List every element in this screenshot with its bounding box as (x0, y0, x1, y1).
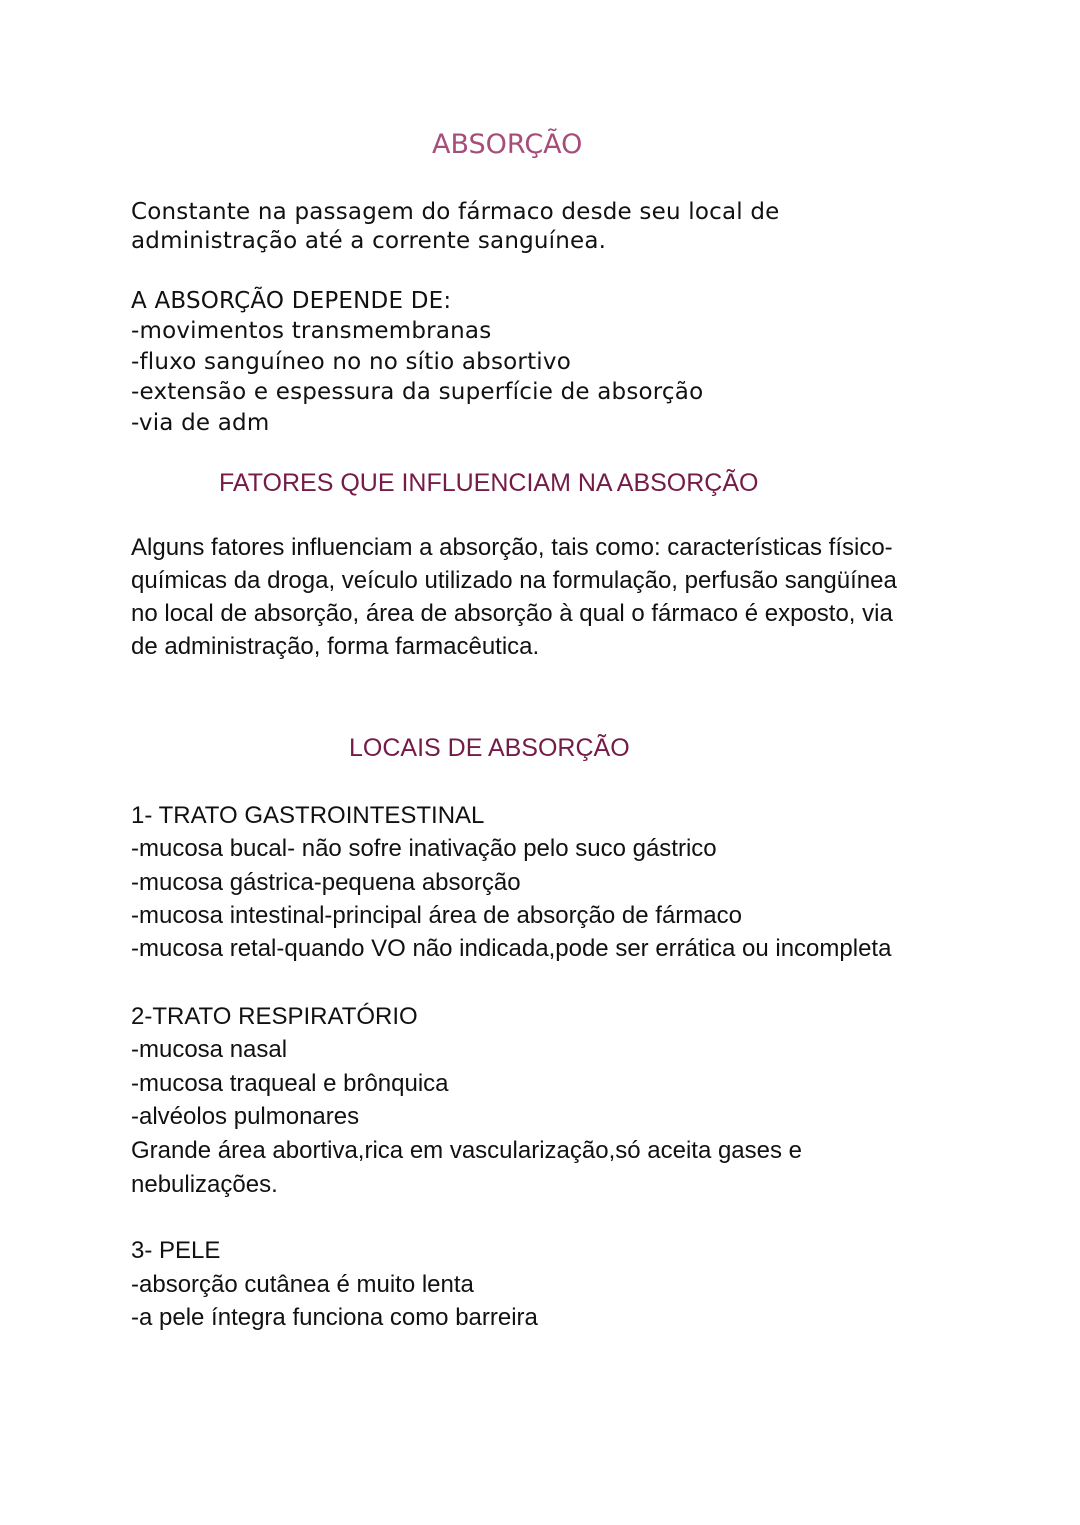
site-line: -mucosa retal-quando VO não indicada,pode ser errática ou incompleta (131, 935, 892, 962)
site-line: -mucosa bucal- não sofre inativação pelo suco gástrico (131, 835, 717, 862)
factors-line: no local de absorção, área de absorção à qual o fármaco é exposto, via (131, 600, 893, 627)
site-line: nebulizações. (131, 1171, 278, 1198)
factors-line: Alguns fatores influenciam a absorção, tais como: características físico- (131, 534, 893, 561)
site-line: -mucosa gástrica-pequena absorção (131, 869, 521, 896)
intro-line: administração até a corrente sanguínea. (131, 228, 607, 254)
site-line: Grande área abortiva,rica em vascularização,só aceita gases e (131, 1137, 803, 1164)
site-line: -mucosa intestinal-principal área de absorção de fármaco (131, 902, 742, 929)
site-line: -alvéolos pulmonares (131, 1103, 360, 1130)
site-line: -mucosa nasal (131, 1036, 288, 1063)
factors-line: de administração, forma farmacêutica. (131, 633, 540, 660)
depends-heading: A ABSORÇÃO DEPENDE DE: (131, 288, 452, 314)
site-line: -mucosa traqueal e brônquica (131, 1070, 449, 1097)
depends-item: -fluxo sanguíneo no no sítio absortivo (131, 349, 571, 375)
factors-heading: FATORES QUE INFLUENCIAM NA ABSORÇÃO (219, 469, 759, 497)
factors-line: químicas da droga, veículo utilizado na formulação, perfusão sangüínea (131, 567, 897, 594)
site-line: 1- TRATO GASTROINTESTINAL (131, 802, 485, 829)
site-line: -a pele íntegra funciona como barreira (131, 1304, 538, 1331)
page-title: ABSORÇÃO (432, 129, 583, 160)
depends-item: -via de adm (131, 410, 270, 436)
sites-heading: LOCAIS DE ABSORÇÃO (349, 734, 630, 762)
intro-line: Constante na passagem do fármaco desde seu local de (131, 199, 780, 225)
site-line: 3- PELE (131, 1237, 221, 1264)
depends-item: -extensão e espessura da superfície de absorção (131, 379, 704, 405)
site-line: 2-TRATO RESPIRATÓRIO (131, 1003, 418, 1030)
depends-item: -movimentos transmembranas (131, 318, 492, 344)
site-line: -absorção cutânea é muito lenta (131, 1271, 474, 1298)
